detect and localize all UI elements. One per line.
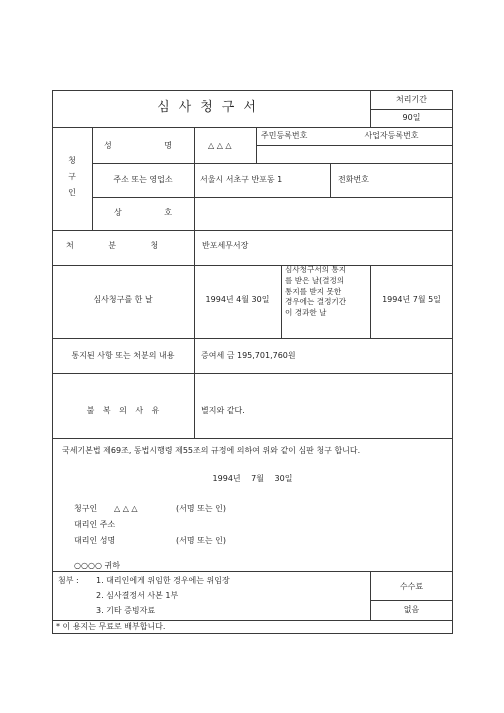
- rule: [256, 127, 257, 163]
- rule: [52, 373, 453, 374]
- rule: [52, 338, 453, 339]
- rule: [370, 109, 453, 110]
- rule: [52, 230, 453, 231]
- rule: [256, 145, 453, 146]
- notice-label-line: 심사청구서의 통지: [285, 265, 347, 274]
- declaration-text: 국세기본법 제69조, 동법시행령 제55조의 규정에 의하여 위와 같이 심판 청구 합니다.: [62, 446, 361, 455]
- rule: [52, 127, 453, 128]
- claim-date-value: 1994년 4월 30일: [205, 295, 270, 304]
- notice-label-line: 통지를 받지 못한: [285, 286, 342, 296]
- disposition-label: 통지된 사항 또는 처분의 내용: [71, 351, 175, 360]
- claimant-sign-note: (서명 또는 인): [176, 504, 226, 513]
- form-title: 심사청구서: [157, 100, 265, 115]
- rule: [52, 571, 453, 572]
- agent-address-label: 대리인 주소: [74, 520, 116, 529]
- notice-label-line: 경우에는 결정기간: [285, 297, 347, 307]
- processing-period-value: 90일: [402, 113, 421, 122]
- rule: [52, 438, 453, 439]
- footnote: * 이 용지는 무료로 배부합니다.: [56, 622, 166, 631]
- rule: [194, 127, 195, 438]
- office-label: [66, 241, 184, 251]
- notice-date-label: [285, 265, 369, 319]
- notice-label-line: 이 경과한 날: [285, 308, 327, 318]
- attachment-item: 3. 기타 증빙자료: [96, 606, 156, 615]
- trade-name-label: 상 호: [114, 208, 172, 217]
- fee-label: 수수료: [399, 582, 424, 591]
- border-bottom: [52, 633, 453, 634]
- business-no-label: 사업자등록번호: [364, 131, 419, 140]
- rule: [330, 163, 331, 197]
- reason-label: 불 복 의 사 유: [86, 406, 160, 415]
- reason-value: 별지와 같다.: [201, 406, 245, 415]
- rule: [92, 163, 453, 164]
- office-label-text: 처 분 청: [66, 241, 159, 250]
- notice-label-line: 를 받은 날(결정의: [285, 275, 345, 285]
- claimant-sign-value: △ △ △: [114, 504, 138, 513]
- agent-sign-note: (서명 또는 인): [176, 536, 226, 545]
- claimant-section-label: 청구인: [68, 156, 76, 197]
- attachment-item: 2. 심사결정서 사본 1부: [96, 591, 179, 600]
- agent-name-label: 대리인 성명: [74, 536, 116, 545]
- rule: [92, 197, 453, 198]
- processing-period-label: 처리기간: [396, 95, 427, 104]
- phone-label: 전화번호: [338, 175, 369, 184]
- disposition-value: 증여세 금 195,701,760원: [201, 351, 296, 360]
- declaration-date: 1994년 7월 30일: [212, 474, 293, 483]
- rule: [281, 265, 282, 338]
- border-right: [452, 90, 453, 634]
- notice-date-value: 1994년 7월 5일: [382, 295, 441, 304]
- rule: [52, 620, 453, 621]
- address-label: 주소 또는 영업소: [113, 175, 173, 184]
- attachment-item: 1. 대리인에게 위임한 경우에는 위임장: [96, 576, 230, 585]
- appeal-form: [52, 90, 453, 634]
- rule: [52, 265, 453, 266]
- fee-value: 없음: [403, 605, 420, 614]
- name-label: 성 명: [104, 141, 182, 150]
- office-value: 반포세무서장: [202, 241, 249, 250]
- attachments-label: 첨부 :: [58, 576, 79, 585]
- claim-date-label: 심사청구를 한 날: [93, 295, 153, 304]
- border-top: [52, 90, 453, 91]
- resident-no-label: 주민등록번호: [261, 131, 308, 140]
- claimant-sign-label: 청구인: [74, 504, 98, 513]
- address-value: 서울시 서초구 반포동 1: [200, 175, 283, 184]
- addressee: ○○○○ 귀하: [74, 561, 120, 570]
- name-value: △ △ △: [208, 141, 232, 150]
- rule: [370, 600, 453, 601]
